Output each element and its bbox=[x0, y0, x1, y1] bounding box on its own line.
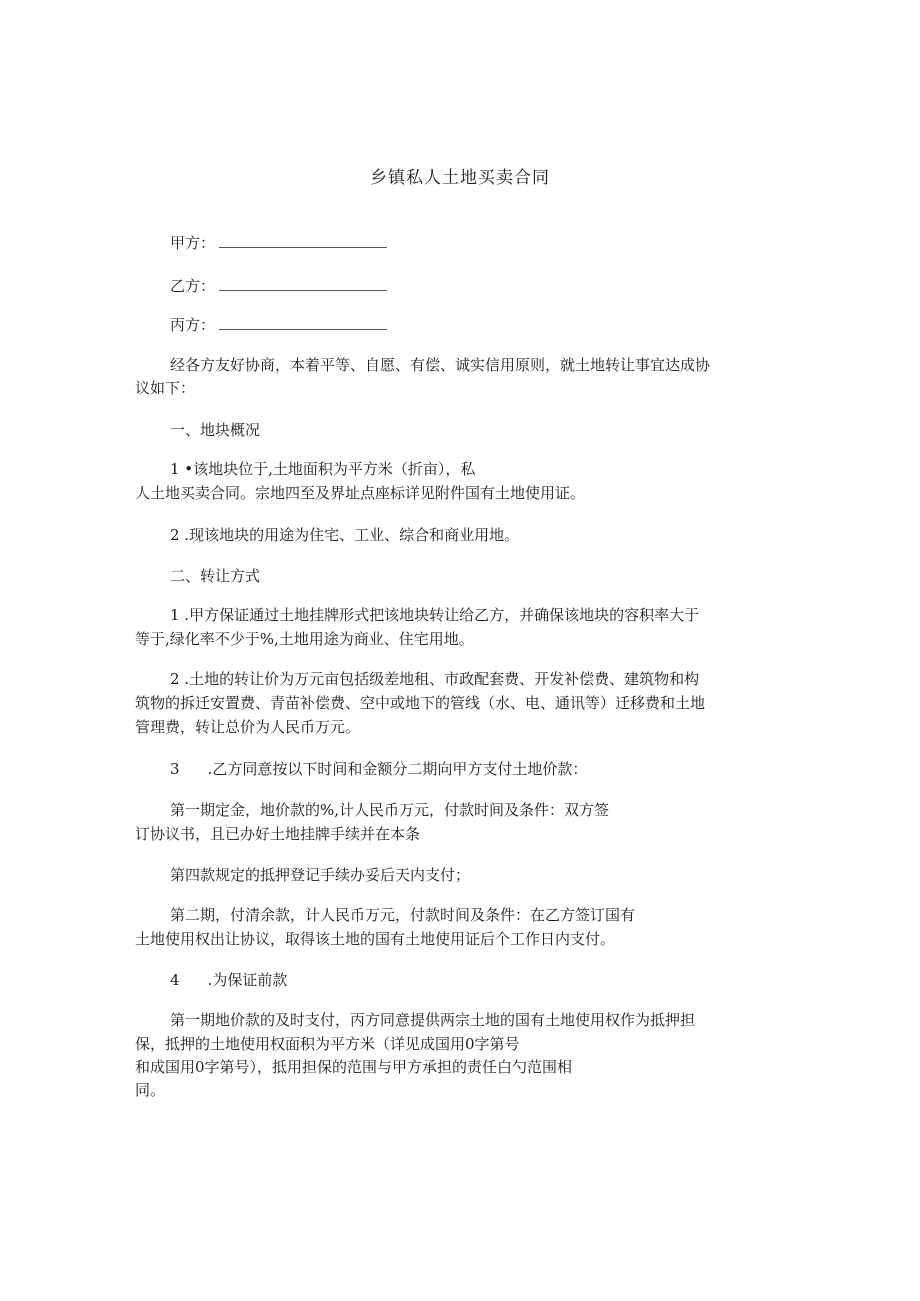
intro-line-1: 经各方友好协商，本着平等、自愿、有偿、诚实信用原则，就土地转让事宜达成协 bbox=[170, 356, 711, 374]
guarantee-line-2: 保，抵押的土地使用权面积为平方米（详见成国用0字第号 bbox=[135, 1035, 520, 1053]
party-a-line bbox=[170, 232, 387, 253]
section-2-item-1-line-2: 等于,绿化率不少于%,土地用途为商业、住宅用地。 bbox=[135, 630, 474, 648]
section-1-item-2: 2 .现该地块的用途为住宅、工业、综合和商业用地。 bbox=[170, 526, 520, 544]
phase-1-line-2: 订协议书，且已办好土地挂牌手续并在本条 bbox=[135, 825, 421, 843]
section-2-item-4-number: 4 bbox=[170, 971, 180, 989]
phase-1-line-3: 第四款规定的抵押登记手续办妥后天内支付； bbox=[170, 866, 471, 884]
section-2-item-2-line-1: 2 .土地的转让价为万元亩包括级差地租、市政配套费、开发补偿费、建筑物和构 bbox=[170, 670, 700, 688]
section-2-item-3 bbox=[170, 758, 587, 780]
guarantee-line-1: 第一期地价款的及时支付，丙方同意提供两宗土地的国有土地使用权作为抵押担 bbox=[170, 1011, 696, 1029]
section-2-item-4-text: .为保证前款 bbox=[207, 971, 288, 989]
party-a-label: 甲方： bbox=[170, 234, 216, 252]
party-b-blank bbox=[219, 276, 387, 291]
section-1-item-1-line-1: 1 •该地块位于,土地面积为平方米（折亩），私 bbox=[170, 460, 476, 478]
guarantee-line-3: 和成国用0字第号），抵用担保的范围与甲方承担的责任白勺范围相 bbox=[135, 1058, 573, 1076]
section-2-item-2-line-3: 管理费，转让总价为人民币万元。 bbox=[135, 718, 361, 736]
section-2-item-1-line-1: 1 .甲方保证通过土地挂牌形式把该地块转让给乙方，并确保该地块的容积率大于 bbox=[170, 606, 700, 624]
section-2-item-3-number: 3 bbox=[170, 760, 180, 778]
section-1-heading: 一、地块概况 bbox=[170, 421, 261, 439]
section-2-item-4 bbox=[170, 969, 287, 991]
phase-2-line-2: 土地使用权出让协议，取得该土地的国有土地使用证后个工作日内支付。 bbox=[135, 930, 616, 948]
section-2-heading: 二、转让方式 bbox=[170, 567, 261, 585]
party-c-blank bbox=[219, 315, 387, 330]
party-b-line bbox=[170, 275, 387, 296]
guarantee-line-4: 同。 bbox=[135, 1081, 166, 1099]
page-title: 乡镇私人土地买卖合同 bbox=[370, 168, 550, 188]
party-c-label: 丙方： bbox=[170, 316, 216, 334]
phase-1-line-1: 第一期定金，地价款的%,计人民币万元，付款时间及条件：双方签 bbox=[170, 801, 610, 819]
intro-line-2: 议如下： bbox=[135, 379, 196, 397]
phase-2-line-1: 第二期，付清余款，计人民币万元，付款时间及条件：在乙方签订国有 bbox=[170, 906, 636, 924]
section-1-item-1-line-2: 人土地买卖合同。宗地四至及界址点座标详见附件国有土地使用证。 bbox=[135, 484, 586, 502]
party-c-line bbox=[170, 314, 387, 335]
section-2-item-3-text: .乙方同意按以下时间和金额分二期向甲方支付土地价款： bbox=[207, 760, 588, 778]
party-a-blank bbox=[219, 233, 387, 248]
party-b-label: 乙方： bbox=[170, 277, 216, 295]
section-2-item-2-line-2: 筑物的拆迁安置费、青苗补偿费、空中或地下的管线（水、电、通讯等）迁移费和土地 bbox=[135, 694, 706, 712]
